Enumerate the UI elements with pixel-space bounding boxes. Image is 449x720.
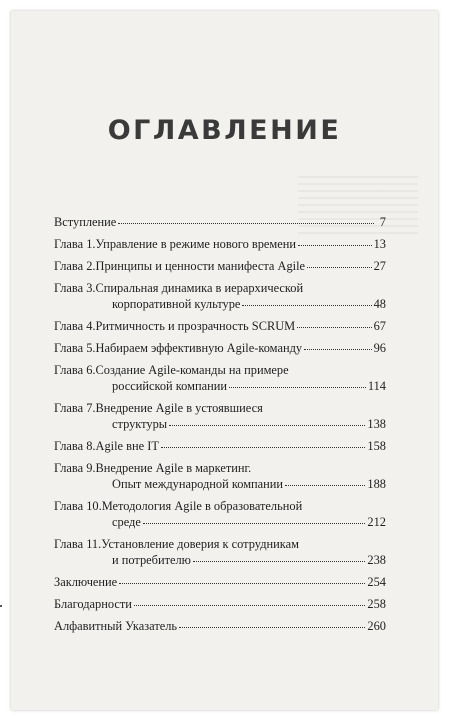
dot-leader	[307, 256, 372, 268]
toc-line	[54, 296, 386, 312]
toc-title: Внедрение Agile в маркетинг.	[95, 461, 252, 475]
page-number: 188	[367, 477, 386, 491]
chapter-label: Глава 1.	[54, 237, 96, 251]
toc-title: и потребителю	[112, 553, 191, 567]
toc-title: Набираем эффективную Agile-команду	[95, 341, 303, 355]
toc-title: российской компании	[112, 379, 227, 393]
page-number: 138	[367, 417, 386, 431]
toc-line	[54, 596, 386, 612]
page-number: 238	[367, 553, 386, 567]
toc-entry	[54, 536, 386, 568]
page-number: 67	[373, 319, 386, 333]
chapter-label: Глава 4.	[54, 319, 96, 333]
toc-entry	[54, 340, 386, 356]
toc-entry	[54, 280, 386, 312]
book-page	[11, 11, 438, 710]
dot-leader	[285, 474, 365, 486]
dot-leader	[119, 572, 365, 584]
toc-title: структуры	[112, 417, 168, 431]
page-number: 158	[367, 439, 386, 453]
page-number: 7	[379, 215, 386, 229]
dot-leader	[242, 294, 371, 306]
toc-title: корпоративной культуре	[112, 297, 241, 311]
page-number: 27	[373, 259, 386, 273]
toc-title: Agile вне IT	[95, 439, 159, 453]
dot-leader	[193, 550, 365, 562]
dot-leader	[229, 376, 366, 388]
toc-title: Опыт международной компании	[112, 477, 284, 491]
toc-line	[54, 378, 386, 394]
scan-mark	[0, 605, 2, 607]
chapter-label: Глава 7.	[54, 401, 96, 415]
toc-title: среде	[112, 515, 141, 529]
page-number: 96	[373, 341, 386, 355]
page-title: ОГЛАВЛЕНИЕ	[107, 115, 342, 146]
toc-line	[54, 476, 386, 492]
toc-title: Управление в режиме нового времени	[95, 237, 297, 251]
toc-entry	[54, 258, 386, 274]
toc-line	[54, 618, 386, 634]
chapter-label: Глава 11.	[54, 537, 102, 551]
chapter-label: Глава 2.	[54, 259, 96, 273]
toc-line	[54, 438, 386, 454]
dot-leader	[134, 594, 365, 606]
toc-entry	[54, 498, 386, 530]
toc-line	[54, 318, 386, 334]
toc-line	[54, 214, 386, 230]
toc-title: Ритмичность и прозрачность SCRUM	[95, 319, 296, 333]
page-number: 258	[367, 597, 386, 611]
toc-entry	[54, 236, 386, 252]
dot-leader	[118, 212, 374, 224]
dot-leader	[161, 436, 366, 448]
toc-line	[54, 416, 386, 432]
toc-line	[54, 340, 386, 356]
page-number: 254	[367, 575, 386, 589]
toc-title: Заключение	[54, 575, 118, 589]
page-number: 48	[373, 297, 386, 311]
page-number: 13	[373, 237, 386, 251]
dot-leader	[298, 234, 372, 246]
chapter-label: Глава 9.	[54, 461, 96, 475]
toc-title: Спиральная динамика в иерархической	[95, 281, 304, 295]
chapter-label: Глава 5.	[54, 341, 96, 355]
page-number: 260	[367, 619, 386, 633]
toc-title: Внедрение Agile в устоявшиеся	[95, 401, 263, 415]
toc-entry	[54, 362, 386, 394]
page-number: 212	[367, 515, 386, 529]
toc-entry	[54, 438, 386, 454]
toc-entry	[54, 318, 386, 334]
toc-line	[54, 258, 386, 274]
chapter-label: Глава 3.	[54, 281, 96, 295]
dot-leader	[297, 316, 371, 328]
toc-title: Методология Agile в образовательной	[101, 499, 303, 513]
toc-line	[54, 552, 386, 568]
dot-leader	[143, 512, 366, 524]
toc-entry	[54, 460, 386, 492]
chapter-label: Глава 6.	[54, 363, 96, 377]
toc-title: Установление доверия к сотрудникам	[101, 537, 299, 551]
toc-title: Алфавитный Указатель	[54, 619, 178, 633]
dot-leader	[169, 414, 365, 426]
toc-title: Вступление	[54, 215, 117, 229]
toc-entry	[54, 574, 386, 590]
toc-title: Принципы и ценности манифеста Agile	[95, 259, 306, 273]
toc-line	[54, 236, 386, 252]
toc-entry	[54, 618, 386, 634]
toc-line	[54, 514, 386, 530]
toc-entry	[54, 214, 386, 230]
toc-line	[54, 574, 386, 590]
toc-entry	[54, 596, 386, 612]
dot-leader	[304, 338, 372, 350]
page-number: 114	[367, 379, 386, 393]
chapter-label: Глава 8.	[54, 439, 96, 453]
toc-title: Благодарности	[54, 597, 132, 611]
dot-leader	[179, 616, 365, 628]
toc-entry	[54, 400, 386, 432]
chapter-label: Глава 10.	[54, 499, 102, 513]
toc-title: Создание Agile-команды на примере	[95, 363, 289, 377]
